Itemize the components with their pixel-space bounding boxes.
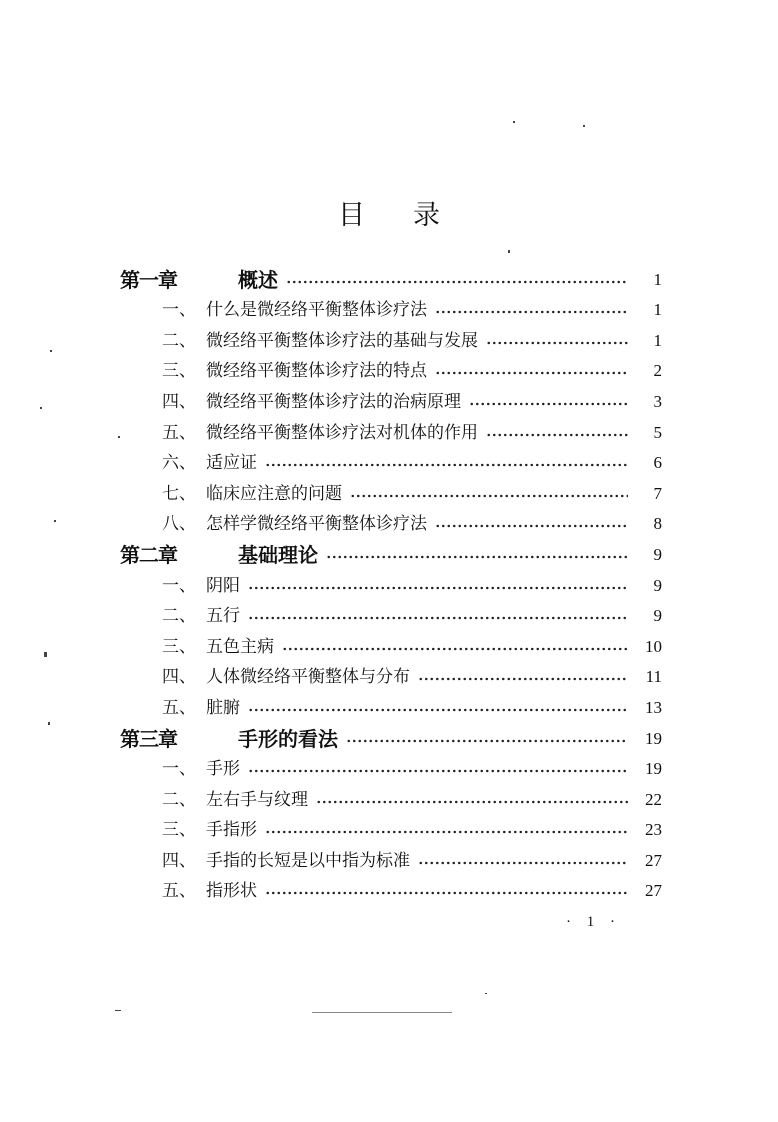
toc-entry-page: 7 (653, 483, 662, 503)
dot-leader (248, 769, 628, 773)
dot-leader (346, 739, 628, 743)
toc-section-row (120, 845, 662, 876)
dot-leader (316, 800, 628, 804)
toc-entry-title: 脏腑 (206, 697, 240, 718)
toc-entry-page: 2 (653, 361, 662, 381)
dot-leader (435, 310, 628, 314)
dot-leader (326, 555, 628, 559)
toc-entry-number: 三、 (162, 361, 196, 382)
toc-entry-page: 22 (645, 789, 662, 809)
scan-speck (508, 250, 510, 253)
scan-speck (513, 121, 515, 123)
toc-entry-title: 怎样学微经络平衡整体诊疗法 (206, 514, 427, 535)
toc-section-row (120, 295, 662, 326)
dot-leader (248, 586, 628, 590)
toc-entry-number: 一、 (162, 300, 196, 321)
toc-entry-page: 1 (653, 300, 662, 320)
scan-speck (44, 652, 47, 657)
scan-speck (48, 722, 50, 725)
toc-entry-number: 三、 (162, 820, 196, 841)
toc-entry-title: 手指的长短是以中指为标准 (206, 850, 410, 871)
toc-entry-page: 9 (653, 544, 662, 564)
toc-entry-title: 什么是微经络平衡整体诊疗法 (206, 300, 427, 321)
toc-entry-title: 临床应注意的问题 (206, 483, 342, 504)
dot-leader (265, 891, 628, 895)
toc-section-row (120, 754, 662, 785)
page-title (0, 196, 778, 236)
toc-section-row (120, 662, 662, 693)
toc-section-row (120, 692, 662, 723)
toc-entry-page: 8 (653, 514, 662, 534)
dot-leader (469, 402, 628, 406)
toc-entry-number: 七、 (162, 483, 196, 504)
toc-entry-number: 三、 (162, 636, 196, 657)
toc-entry-number: 二、 (162, 330, 196, 351)
toc-entry-title: 适应证 (206, 453, 257, 474)
scan-speck (118, 436, 120, 438)
toc-entry-page: 9 (653, 575, 662, 595)
toc-entry-page: 10 (645, 636, 662, 656)
dot-leader (435, 371, 628, 375)
toc-section-row (120, 631, 662, 662)
toc-entry-title: 五行 (206, 606, 240, 627)
toc-entry-title: 五色主病 (206, 636, 274, 657)
scan-speck (50, 350, 52, 352)
toc-entry-number: 四、 (162, 391, 196, 412)
toc-section-row (120, 478, 662, 509)
dot-leader (248, 708, 628, 712)
toc-entry-title: 阴阳 (206, 575, 240, 596)
toc-entry-page: 27 (645, 850, 662, 870)
toc-entry-number: 二、 (162, 789, 196, 810)
page-title-char-1: 目 (338, 200, 365, 231)
dot-leader (435, 524, 628, 528)
toc-entry-title: 微经络平衡整体诊疗法的治病原理 (206, 391, 461, 412)
toc-entry-number: 第三章 (120, 726, 177, 751)
toc-chapter-row (120, 539, 662, 570)
scan-speck (40, 407, 42, 409)
toc-entry-page: 19 (645, 759, 662, 779)
toc-section-row (120, 325, 662, 356)
toc-entry-page: 23 (645, 820, 662, 840)
toc-section-row (120, 417, 662, 448)
toc-chapter-row (120, 723, 662, 754)
toc-entry-number: 五、 (162, 881, 196, 902)
toc-entry-title: 微经络平衡整体诊疗法的基础与发展 (206, 330, 478, 351)
scan-speck (54, 520, 56, 522)
table-of-contents (120, 264, 662, 906)
toc-entry-title: 左右手与纹理 (206, 789, 308, 810)
toc-entry-number: 五、 (162, 697, 196, 718)
dot-leader (282, 647, 628, 651)
toc-entry-number: 第一章 (120, 267, 177, 292)
toc-section-row (120, 876, 662, 907)
toc-entry-title: 微经络平衡整体诊疗法对机体的作用 (206, 422, 478, 443)
scan-line (312, 1012, 452, 1013)
toc-section-row (120, 570, 662, 601)
dot-leader (265, 463, 628, 467)
toc-section-row (120, 509, 662, 540)
toc-entry-page: 6 (653, 453, 662, 473)
toc-entry-page: 27 (645, 881, 662, 901)
toc-entry-title: 概述 (238, 267, 278, 292)
toc-entry-number: 第二章 (120, 542, 177, 567)
dot-leader (418, 677, 628, 681)
dot-leader (265, 830, 628, 834)
toc-entry-title: 人体微经络平衡整体与分布 (206, 667, 410, 688)
toc-entry-number: 一、 (162, 759, 196, 780)
toc-section-row (120, 386, 662, 417)
toc-entry-number: 二、 (162, 606, 196, 627)
toc-entry-page: 1 (653, 330, 662, 350)
toc-section-row (120, 356, 662, 387)
toc-entry-page: 13 (645, 697, 662, 717)
dot-leader (286, 280, 628, 284)
dot-leader (248, 616, 628, 620)
page-number: · 1 · (566, 914, 621, 930)
dot-leader (486, 341, 628, 345)
dot-leader (418, 861, 628, 865)
toc-entry-page: 1 (653, 269, 662, 289)
toc-entry-number: 五、 (162, 422, 196, 443)
toc-entry-title: 指形状 (206, 881, 257, 902)
toc-entry-page: 5 (653, 422, 662, 442)
toc-entry-number: 六、 (162, 453, 196, 474)
toc-entry-number: 四、 (162, 667, 196, 688)
toc-entry-page: 19 (645, 728, 662, 748)
toc-section-row (120, 815, 662, 846)
toc-entry-title: 基础理论 (238, 542, 318, 567)
toc-entry-page: 11 (645, 667, 662, 687)
toc-entry-title: 手形的看法 (238, 726, 338, 751)
toc-chapter-row (120, 264, 662, 295)
toc-section-row (120, 784, 662, 815)
toc-section-row (120, 448, 662, 479)
toc-entry-number: 八、 (162, 514, 196, 535)
scan-speck (583, 125, 585, 127)
toc-entry-number: 四、 (162, 850, 196, 871)
dot-leader (350, 494, 628, 498)
toc-entry-page: 3 (653, 391, 662, 411)
page-title-char-2: 录 (413, 200, 440, 231)
scan-speck (115, 1010, 121, 1011)
dot-leader (486, 433, 628, 437)
toc-entry-title: 微经络平衡整体诊疗法的特点 (206, 361, 427, 382)
toc-entry-title: 手指形 (206, 820, 257, 841)
scan-speck (485, 993, 487, 994)
toc-entry-title: 手形 (206, 759, 240, 780)
toc-section-row (120, 601, 662, 632)
toc-entry-number: 一、 (162, 575, 196, 596)
toc-entry-page: 9 (653, 606, 662, 626)
